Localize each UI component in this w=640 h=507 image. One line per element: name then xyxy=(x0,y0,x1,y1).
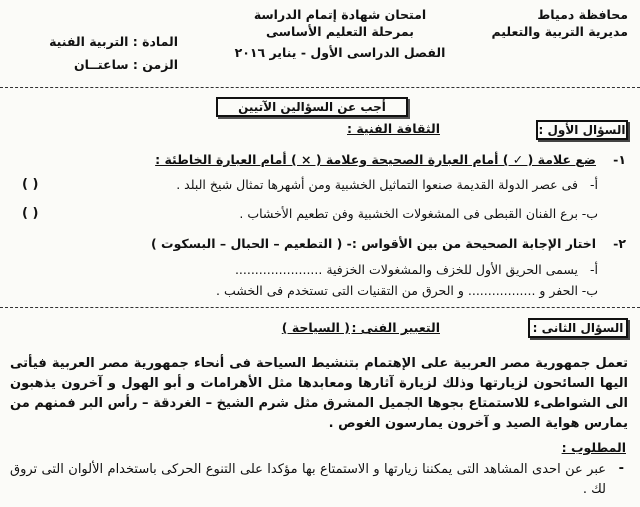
q1-item-b-text: برع الفنان القبطى فى المشغولات الخشبية وفن تطعيم الأخشاب . xyxy=(239,206,578,221)
q1-item-a-text: فى عصر الدولة القديمة صنعوا التماثيل الخشبية ومن أشهرها تمثال شيخ البلد . xyxy=(176,177,578,192)
q1-part1-prompt: ضع علامة ( ✓ ) أمام العبارة الصحيحة وعلامة ( × ) أمام العبارة الخاطئة : xyxy=(155,152,596,167)
q2-subtopic: ( السياحة ) xyxy=(281,320,350,335)
q2-task: عبر عن احدى المشاهد التى يمكننا زيارتها و الاستمتاع بها مؤكدا على التنوع الحركى باستخدام الألوان التى تروق لك . xyxy=(10,462,606,497)
directorate-name: مديرية التربية والتعليم xyxy=(491,24,628,39)
q1-label-box: السؤال الأول : xyxy=(536,120,628,140)
q1-part2-item-a-text: يسمى الحريق الأول للخزف والمشغولات الخزفية ...................... xyxy=(234,262,578,277)
exam-term: الفصل الدراسى الأول - يناير ٢٠١٦ xyxy=(234,45,446,60)
exam-title: امتحان شهادة إتمام الدراسة xyxy=(253,7,427,22)
q1-item-a-letter: أ- xyxy=(590,177,598,192)
q1-item-b-letter: ب- xyxy=(581,206,598,221)
q2-task-bullet: - xyxy=(618,461,624,476)
q2-required-label: المطلوب : xyxy=(561,440,626,455)
header-subject xyxy=(28,33,178,73)
header-exam-title xyxy=(225,6,455,61)
q2-paragraph: تعمل جمهورية مصر العربية على الإهتمام بتنشيط السياحة فى أنحاء جمهورية مصر العربية فيأتى اليها السائحون لزيارتها وذلك لزيارة آثارها ومعابدها مثل الأهرامات و أبو الهول و آخرون يذهبون الى الشواطىء للاستمتاع بجوها الجميل المشرق مثل شرم الشيخ – الغردقة – رأس البر فمنهم من يمارس هواية الصيد و آخرون يمارسون الغوص . xyxy=(10,356,628,431)
instruction-box: أجب عن السؤالين الآتيين xyxy=(216,97,408,117)
q1-part2-item-b-text: الحفر و ................. و الحرق من التقنيات التى تستخدم فى الخشب . xyxy=(216,283,578,298)
q2-label-box: السؤال الثانى : xyxy=(528,318,628,338)
exam-stage: بمرحلة التعليم الأساسى xyxy=(266,24,414,39)
header-divider xyxy=(0,87,640,88)
q1-part1-number: ١- xyxy=(613,152,626,167)
subject-label: المادة : التربية الفنية xyxy=(49,34,178,49)
q1-topic: الثقافة الفنية : xyxy=(347,121,440,136)
duration-label: الزمن : ساعتــان xyxy=(74,57,178,72)
q1-part2-number: ٢- xyxy=(613,236,626,251)
q1-part2-item-a-letter: أ- xyxy=(590,262,598,277)
q2-topic: التعبير الفنى : xyxy=(351,320,440,335)
q1-part2-item-b-letter: ب- xyxy=(581,283,598,298)
q1-item-b-answer[interactable]: ( ) xyxy=(22,206,39,221)
governorate-name: محافظة دمياط xyxy=(537,7,628,22)
q1-item-a-answer[interactable]: ( ) xyxy=(22,177,39,192)
section-divider xyxy=(0,307,640,308)
q1-part2-prompt: اختار الإجابة الصحيحة من بين الأقواس :- ( التطعيم – الحبال – البسكوت ) xyxy=(150,236,596,251)
header-governorate xyxy=(491,6,628,40)
